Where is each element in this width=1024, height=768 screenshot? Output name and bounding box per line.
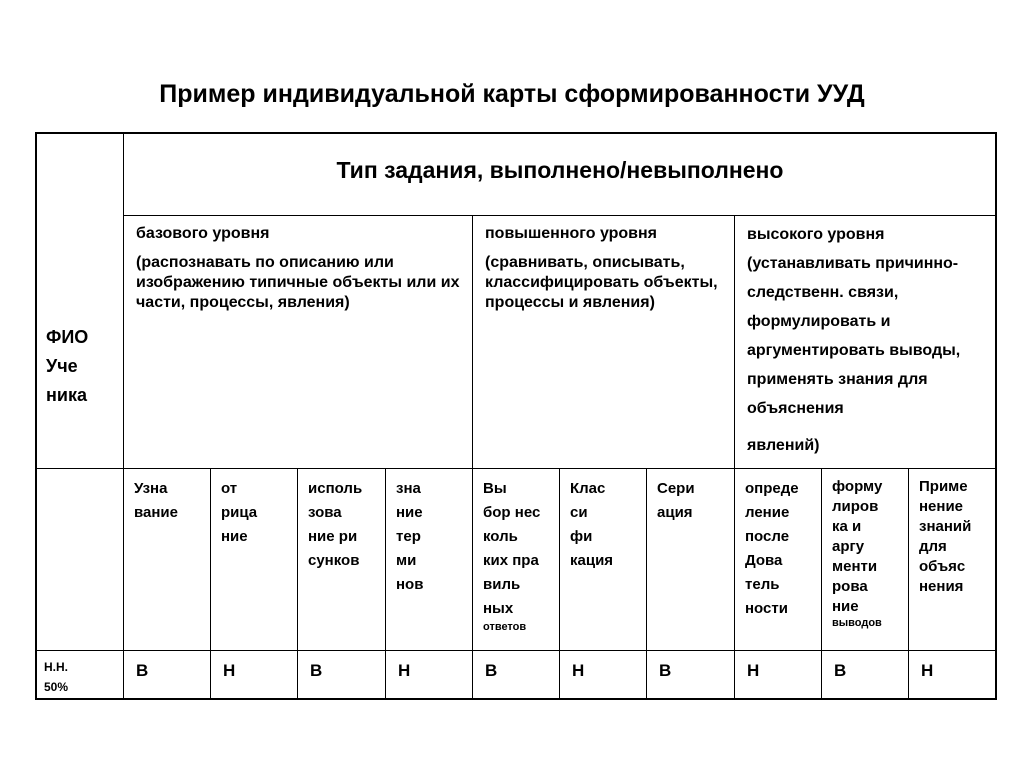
result-value: В xyxy=(485,661,498,680)
subtask-small-text: ответов xyxy=(483,621,527,633)
subtask-cell xyxy=(646,468,735,651)
student-percent: 50% xyxy=(44,680,69,694)
subtask-cell xyxy=(908,468,997,651)
main-header-cell xyxy=(123,132,997,216)
fio-header-cell-lower xyxy=(35,468,124,651)
result-value: Н xyxy=(398,661,411,680)
result-cell xyxy=(123,650,211,700)
subtask-cell xyxy=(385,468,473,651)
result-cell xyxy=(210,650,298,700)
subtask-cell xyxy=(559,468,647,651)
result-cell xyxy=(297,650,386,700)
level-name-basic: базового уровня xyxy=(136,225,270,242)
level-desc-basic: (распознавать по описанию или изображению типичные объекты или их части, процессы, явления) xyxy=(136,254,460,311)
fio-header-line-2: Уче xyxy=(46,355,78,376)
subtask-text: от рица ние xyxy=(221,480,258,545)
result-cell xyxy=(385,650,473,700)
student-name: Н.Н. xyxy=(44,660,68,674)
result-value: Н xyxy=(921,661,934,680)
main-header-text: Тип задания, выполнено/невыполнено xyxy=(336,157,784,183)
level-name-high: высокого уровня xyxy=(747,226,885,243)
level-cell-high xyxy=(734,215,997,469)
subtask-cell xyxy=(734,468,822,651)
subtask-text: форму лиров ка и аргу менти рова ние xyxy=(832,478,883,615)
subtask-text: исполь зова ние ри сунков xyxy=(308,480,363,569)
fio-header-line-1: ФИО xyxy=(46,327,89,347)
result-cell xyxy=(646,650,735,700)
level-name-advanced: повышенного уровня xyxy=(485,225,658,242)
result-value: В xyxy=(834,661,847,680)
result-cell xyxy=(472,650,560,700)
subtask-text: Сери ация xyxy=(657,480,695,521)
result-cell xyxy=(821,650,909,700)
subtask-cell xyxy=(297,468,386,651)
subtask-text: Клас си фи кация xyxy=(570,480,614,569)
subtask-text: Приме нение знаний для объяс нения xyxy=(919,478,972,595)
subtask-text: Узна вание xyxy=(134,480,178,521)
subtask-cell xyxy=(210,468,298,651)
subtask-small-text: выводов xyxy=(832,617,882,629)
subtask-cell xyxy=(821,468,909,651)
subtask-text: опреде ление после Дова тель ности xyxy=(745,480,799,617)
subtask-text: Вы бор нес коль ких пра виль ных xyxy=(483,480,541,617)
level-desc-advanced: (сравнивать, описывать, классифицировать объекты, процессы и явления) xyxy=(485,254,718,311)
result-value: Н xyxy=(747,661,760,680)
level-desc-high-last: явлений) xyxy=(747,437,820,454)
level-cell-advanced xyxy=(472,215,735,469)
subtask-cell xyxy=(123,468,211,651)
subtask-cell xyxy=(472,468,560,651)
fio-header-cell xyxy=(35,132,124,469)
result-value: Н xyxy=(223,661,236,680)
result-cell xyxy=(908,650,997,700)
result-value: В xyxy=(659,661,672,680)
fio-header-line-3: ника xyxy=(46,384,87,405)
page-title: Пример индивидуальной карты сформированности УУД xyxy=(159,80,865,108)
result-cell xyxy=(559,650,647,700)
result-value: В xyxy=(310,661,323,680)
result-cell xyxy=(734,650,822,700)
result-value: В xyxy=(136,661,149,680)
student-name-cell xyxy=(35,650,124,700)
subtask-text: зна ние тер ми нов xyxy=(396,480,424,593)
level-cell-basic xyxy=(123,215,473,469)
result-value: Н xyxy=(572,661,585,680)
level-desc-high: (устанавливать причинно-следственн. связи, формулировать и аргументировать выводы, применять знания для объяснения xyxy=(747,255,961,417)
